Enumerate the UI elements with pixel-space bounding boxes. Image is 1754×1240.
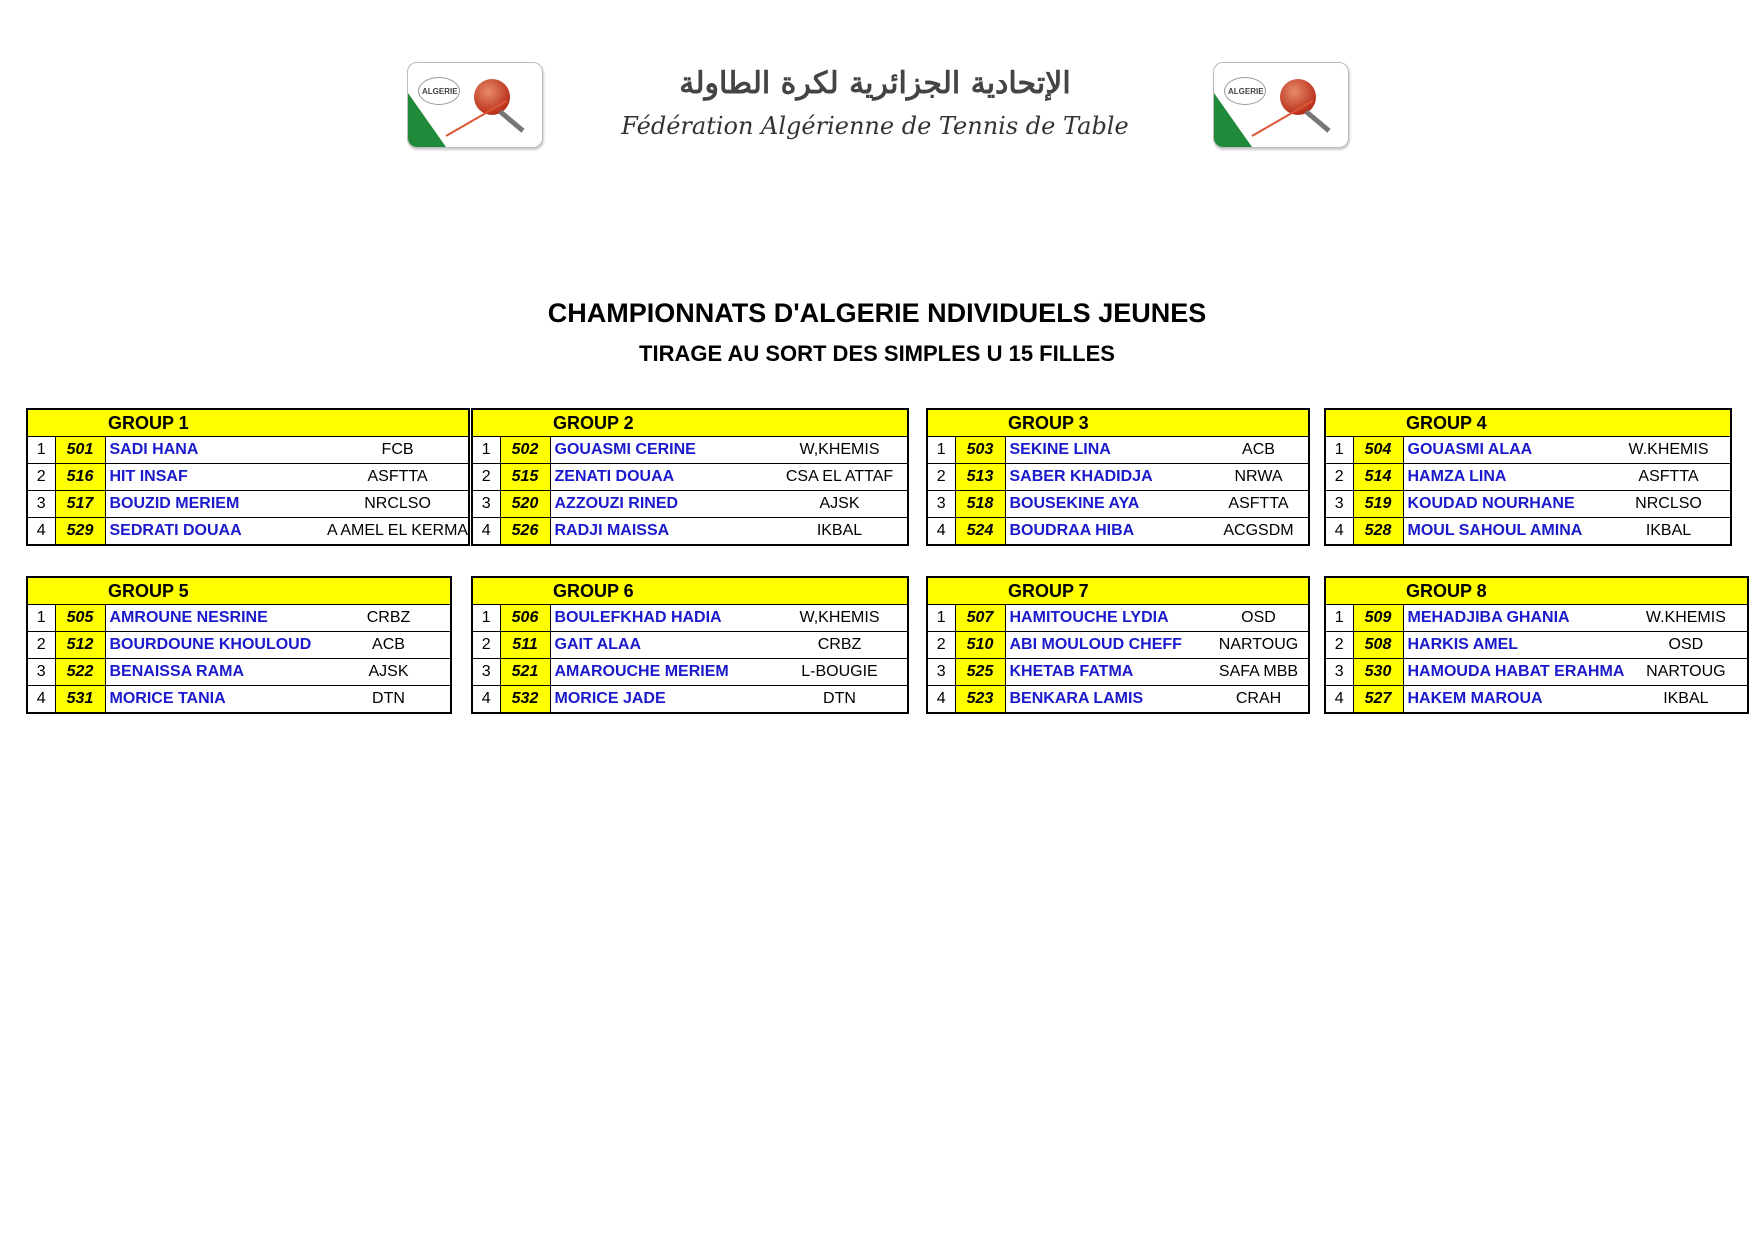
club-name: A AMEL EL KERMA bbox=[327, 518, 469, 546]
logo-text: ALGERIE bbox=[422, 87, 458, 96]
seed-position: 1 bbox=[27, 605, 55, 632]
seed-position: 2 bbox=[927, 464, 955, 491]
player-name: BOUDRAA HIBA bbox=[1005, 518, 1209, 546]
seed-position: 3 bbox=[1325, 491, 1353, 518]
seed-position: 1 bbox=[1325, 437, 1353, 464]
player-name: BENAISSA RAMA bbox=[105, 659, 327, 686]
seed-position: 4 bbox=[472, 686, 500, 714]
player-number: 521 bbox=[500, 659, 550, 686]
table-row bbox=[472, 464, 908, 491]
table-row bbox=[1325, 437, 1731, 464]
table-row bbox=[1325, 491, 1731, 518]
player-name: MORICE TANIA bbox=[105, 686, 327, 714]
group-title: GROUP 1 bbox=[27, 409, 469, 437]
player-number: 515 bbox=[500, 464, 550, 491]
table-row bbox=[1325, 605, 1748, 632]
federation-logo-right bbox=[1213, 62, 1349, 148]
table-row bbox=[27, 491, 469, 518]
logo-green-shape bbox=[408, 93, 446, 147]
player-name: HIT INSAF bbox=[105, 464, 327, 491]
group-table bbox=[1324, 576, 1749, 714]
seed-position: 1 bbox=[27, 437, 55, 464]
player-number: 522 bbox=[55, 659, 105, 686]
club-name: DTN bbox=[772, 686, 908, 714]
player-number: 509 bbox=[1353, 605, 1403, 632]
table-row bbox=[27, 437, 469, 464]
player-number: 528 bbox=[1353, 518, 1403, 546]
club-name: L-BOUGIE bbox=[772, 659, 908, 686]
seed-position: 1 bbox=[472, 605, 500, 632]
club-name: IKBAL bbox=[1624, 686, 1748, 714]
club-name: CRBZ bbox=[772, 632, 908, 659]
table-row bbox=[927, 659, 1309, 686]
player-number: 514 bbox=[1353, 464, 1403, 491]
group-table bbox=[471, 576, 909, 714]
club-name: W,KHEMIS bbox=[772, 437, 908, 464]
player-name: ABI MOULOUD CHEFF bbox=[1005, 632, 1209, 659]
player-name: AMROUNE NESRINE bbox=[105, 605, 327, 632]
table-row bbox=[927, 437, 1309, 464]
table-row bbox=[472, 437, 908, 464]
player-name: SEKINE LINA bbox=[1005, 437, 1209, 464]
player-number: 519 bbox=[1353, 491, 1403, 518]
club-name: AJSK bbox=[772, 491, 908, 518]
player-name: MORICE JADE bbox=[550, 686, 772, 714]
club-name: ACGSDM bbox=[1209, 518, 1309, 546]
player-number: 530 bbox=[1353, 659, 1403, 686]
seed-position: 2 bbox=[1325, 464, 1353, 491]
table-row bbox=[472, 686, 908, 714]
seed-position: 2 bbox=[472, 632, 500, 659]
player-number: 523 bbox=[955, 686, 1005, 714]
seed-position: 4 bbox=[27, 518, 55, 546]
seed-position: 2 bbox=[472, 464, 500, 491]
federation-arabic-name: الإتحادية الجزائرية لكرة الطاولة bbox=[679, 66, 1071, 101]
player-name: RADJI MAISSA bbox=[550, 518, 772, 546]
player-number: 529 bbox=[55, 518, 105, 546]
table-row bbox=[927, 605, 1309, 632]
seed-position: 1 bbox=[1325, 605, 1353, 632]
club-name: NARTOUG bbox=[1209, 632, 1309, 659]
player-name: GOUASMI ALAA bbox=[1403, 437, 1607, 464]
seed-position: 2 bbox=[27, 632, 55, 659]
player-name: HAMITOUCHE LYDIA bbox=[1005, 605, 1209, 632]
seed-position: 3 bbox=[927, 659, 955, 686]
group-title: GROUP 3 bbox=[927, 409, 1309, 437]
seed-position: 3 bbox=[472, 659, 500, 686]
player-number: 503 bbox=[955, 437, 1005, 464]
group-table bbox=[26, 408, 470, 546]
table-row bbox=[927, 518, 1309, 546]
player-number: 512 bbox=[55, 632, 105, 659]
group-title: GROUP 5 bbox=[27, 577, 451, 605]
seed-position: 2 bbox=[27, 464, 55, 491]
club-name: FCB bbox=[327, 437, 469, 464]
table-row bbox=[927, 491, 1309, 518]
table-row bbox=[1325, 659, 1748, 686]
club-name: AJSK bbox=[327, 659, 451, 686]
page-title: CHAMPIONNATS D'ALGERIE NDIVIDUELS JEUNES bbox=[547, 298, 1207, 328]
player-name: BOUZID MERIEM bbox=[105, 491, 327, 518]
player-name: ZENATI DOUAA bbox=[550, 464, 772, 491]
seed-position: 2 bbox=[927, 632, 955, 659]
player-name: HAMOUDA HABAT ERAHMA bbox=[1403, 659, 1624, 686]
table-row bbox=[472, 605, 908, 632]
seed-position: 3 bbox=[472, 491, 500, 518]
player-name: MOUL SAHOUL AMINA bbox=[1403, 518, 1607, 546]
group-title: GROUP 4 bbox=[1325, 409, 1731, 437]
player-number: 501 bbox=[55, 437, 105, 464]
player-name: GAIT ALAA bbox=[550, 632, 772, 659]
club-name: NRCLSO bbox=[327, 491, 469, 518]
table-row bbox=[27, 518, 469, 546]
club-name: CRBZ bbox=[327, 605, 451, 632]
table-row bbox=[927, 464, 1309, 491]
club-name: NRWA bbox=[1209, 464, 1309, 491]
group-table bbox=[471, 408, 909, 546]
seed-position: 4 bbox=[1325, 686, 1353, 714]
player-number: 520 bbox=[500, 491, 550, 518]
seed-position: 4 bbox=[927, 518, 955, 546]
player-name: KOUDAD NOURHANE bbox=[1403, 491, 1607, 518]
seed-position: 2 bbox=[1325, 632, 1353, 659]
seed-position: 4 bbox=[472, 518, 500, 546]
player-number: 505 bbox=[55, 605, 105, 632]
club-name: DTN bbox=[327, 686, 451, 714]
player-name: SADI HANA bbox=[105, 437, 327, 464]
table-row bbox=[927, 632, 1309, 659]
player-number: 525 bbox=[955, 659, 1005, 686]
player-number: 504 bbox=[1353, 437, 1403, 464]
player-name: SABER KHADIDJA bbox=[1005, 464, 1209, 491]
logo-text: ALGERIE bbox=[1228, 87, 1264, 96]
group-table bbox=[1324, 408, 1732, 546]
player-number: 524 bbox=[955, 518, 1005, 546]
player-name: GOUASMI CERINE bbox=[550, 437, 772, 464]
table-row bbox=[27, 632, 451, 659]
table-row bbox=[1325, 464, 1731, 491]
table-row bbox=[927, 686, 1309, 714]
federation-french-name: Fédération Algérienne de Tennis de Table bbox=[621, 112, 1129, 140]
club-name: IKBAL bbox=[1607, 518, 1731, 546]
table-row bbox=[472, 491, 908, 518]
group-table bbox=[26, 576, 452, 714]
logo-green-shape bbox=[1214, 93, 1252, 147]
player-number: 510 bbox=[955, 632, 1005, 659]
federation-logo-left bbox=[407, 62, 543, 148]
player-number: 502 bbox=[500, 437, 550, 464]
player-number: 531 bbox=[55, 686, 105, 714]
club-name: W.KHEMIS bbox=[1607, 437, 1731, 464]
player-name: BOUSEKINE AYA bbox=[1005, 491, 1209, 518]
player-name: SEDRATI DOUAA bbox=[105, 518, 327, 546]
player-name: MEHADJIBA GHANIA bbox=[1403, 605, 1624, 632]
seed-position: 3 bbox=[27, 491, 55, 518]
player-name: BENKARA LAMIS bbox=[1005, 686, 1209, 714]
player-number: 518 bbox=[955, 491, 1005, 518]
paddle-handle-icon bbox=[1304, 110, 1330, 133]
player-name: BOULEFKHAD HADIA bbox=[550, 605, 772, 632]
club-name: ACB bbox=[1209, 437, 1309, 464]
seed-position: 3 bbox=[1325, 659, 1353, 686]
table-row bbox=[27, 464, 469, 491]
player-name: AZZOUZI RINED bbox=[550, 491, 772, 518]
club-name: CRAH bbox=[1209, 686, 1309, 714]
table-row bbox=[1325, 632, 1748, 659]
club-name: W.KHEMIS bbox=[1624, 605, 1748, 632]
player-name: HARKIS AMEL bbox=[1403, 632, 1624, 659]
player-number: 516 bbox=[55, 464, 105, 491]
group-table bbox=[926, 576, 1310, 714]
club-name: ASFTTA bbox=[1607, 464, 1731, 491]
seed-position: 4 bbox=[27, 686, 55, 714]
club-name: OSD bbox=[1209, 605, 1309, 632]
group-title: GROUP 8 bbox=[1325, 577, 1748, 605]
player-number: 526 bbox=[500, 518, 550, 546]
seed-position: 3 bbox=[27, 659, 55, 686]
player-number: 532 bbox=[500, 686, 550, 714]
player-number: 527 bbox=[1353, 686, 1403, 714]
player-name: KHETAB FATMA bbox=[1005, 659, 1209, 686]
club-name: ASFTTA bbox=[327, 464, 469, 491]
seed-position: 1 bbox=[927, 605, 955, 632]
seed-position: 1 bbox=[927, 437, 955, 464]
player-number: 507 bbox=[955, 605, 1005, 632]
club-name: OSD bbox=[1624, 632, 1748, 659]
player-number: 517 bbox=[55, 491, 105, 518]
club-name: NRCLSO bbox=[1607, 491, 1731, 518]
player-number: 511 bbox=[500, 632, 550, 659]
player-number: 508 bbox=[1353, 632, 1403, 659]
club-name: SAFA MBB bbox=[1209, 659, 1309, 686]
seed-position: 4 bbox=[1325, 518, 1353, 546]
table-row bbox=[27, 686, 451, 714]
seed-position: 1 bbox=[472, 437, 500, 464]
federation-header bbox=[0, 60, 1754, 160]
player-number: 513 bbox=[955, 464, 1005, 491]
group-table bbox=[926, 408, 1310, 546]
table-row bbox=[472, 632, 908, 659]
club-name: IKBAL bbox=[772, 518, 908, 546]
paddle-handle-icon bbox=[498, 110, 524, 133]
seed-position: 3 bbox=[927, 491, 955, 518]
table-row bbox=[27, 659, 451, 686]
player-number: 506 bbox=[500, 605, 550, 632]
player-name: HAMZA LINA bbox=[1403, 464, 1607, 491]
table-row bbox=[1325, 686, 1748, 714]
table-row bbox=[472, 659, 908, 686]
club-name: ASFTTA bbox=[1209, 491, 1309, 518]
page-subtitle: TIRAGE AU SORT DES SIMPLES U 15 FILLES bbox=[639, 341, 1115, 366]
group-title: GROUP 7 bbox=[927, 577, 1309, 605]
club-name: W,KHEMIS bbox=[772, 605, 908, 632]
table-row bbox=[472, 518, 908, 546]
player-name: BOURDOUNE KHOULOUD bbox=[105, 632, 327, 659]
player-name: HAKEM MAROUA bbox=[1403, 686, 1624, 714]
table-row bbox=[1325, 518, 1731, 546]
club-name: CSA EL ATTAF bbox=[772, 464, 908, 491]
seed-position: 4 bbox=[927, 686, 955, 714]
table-row bbox=[27, 605, 451, 632]
group-title: GROUP 6 bbox=[472, 577, 908, 605]
group-title: GROUP 2 bbox=[472, 409, 908, 437]
player-name: AMAROUCHE MERIEM bbox=[550, 659, 772, 686]
club-name: ACB bbox=[327, 632, 451, 659]
club-name: NARTOUG bbox=[1624, 659, 1748, 686]
